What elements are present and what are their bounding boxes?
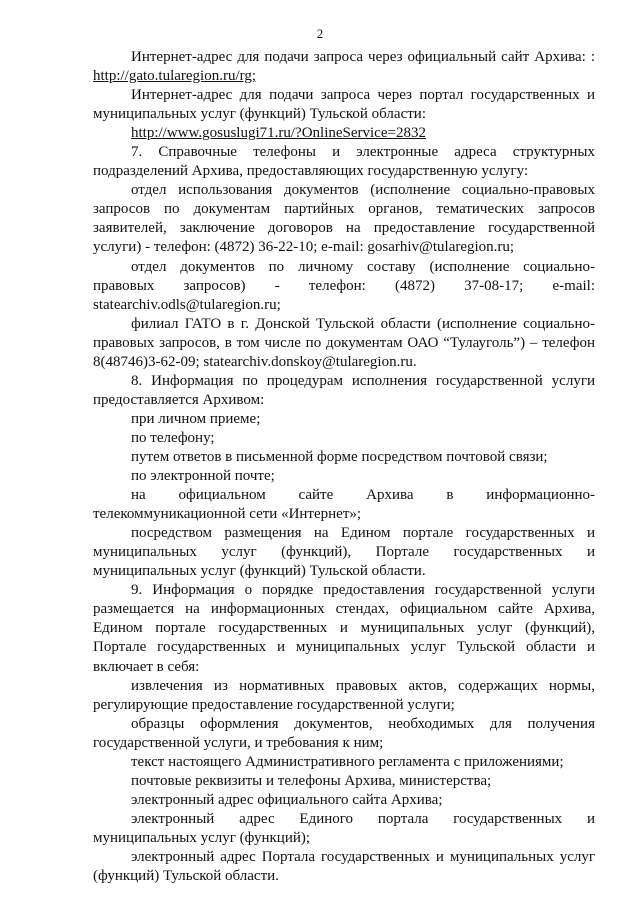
list-item-by-email: по электронной почте; — [131, 468, 275, 485]
paragraph-personnel-documents-department: отдел документов по личному составу (исполнение социально-правовых запросов) - телефон: (4872) 37-08-17; e-mail: statearchiv.odls@tularegion.ru; — [93, 258, 595, 313]
list-item-by-mail: путем ответов в письменной форме посредством почтовой связи; — [131, 448, 548, 465]
list-item-postal-details: почтовые реквизиты и телефоны Архива, министерства; — [131, 772, 492, 789]
list-item-archive-site-address: электронный адрес официального сайта Архива; — [131, 791, 443, 808]
link-gato-site[interactable]: http://gato.tularegion.ru/rg; — [93, 68, 257, 85]
list-item-portals: посредством размещения на Едином портале государственных и муниципальных услуг (функций), Портале государственных и муниципальных услуг (функций) Тульской области. — [93, 525, 595, 580]
list-item-regional-portal-address: электронный адрес Портала государственных и муниципальных услуг (функций) Тульской области. — [93, 848, 595, 885]
list-item-official-website: на официальном сайте Архива в информационно-телекоммуникационной сети «Интернет»; — [93, 487, 595, 523]
list-item-document-samples: образцы оформления документов, необходимых для получения государственной услуги, и требования к ним; — [93, 715, 595, 751]
paragraph-official-site-address: Интернет-адрес для подачи запроса через официальный сайт Архива: : — [131, 49, 595, 65]
paragraph-donskoy-branch: филиал ГАТО в г. Донской Тульской области (исполнение социально-правовых запросов, в том числе по документам ОАО “Тулауголь”) – телефон 8(48746)3-62-09; statearchiv.donskoy@tularegion.ru. — [93, 315, 595, 370]
paragraph-portal-address: Интернет-адрес для подачи запроса через портал государственных и муниципальных услуг (функций) Тульской области: — [93, 87, 595, 123]
paragraph-section-7: 7. Справочные телефоны и электронные адреса структурных подразделений Архива, предоставляющих государственную услугу: — [93, 144, 595, 180]
document-body — [93, 48, 595, 886]
paragraph-section-8: 8. Информация по процедурам исполнения государственной услуги предоставляется Архивом: — [93, 372, 595, 408]
list-item-unified-portal-address: электронный адрес Единого портала государственных и муниципальных услуг (функций); — [93, 810, 595, 846]
list-item-regulations-extracts: извлечения из нормативных правовых актов, содержащих нормы, регулирующие предоставление государственной услуги; — [93, 677, 595, 713]
link-gosuslugi71[interactable]: http://www.gosuslugi71.ru/?OnlineService=2832 — [131, 125, 426, 142]
list-item-by-phone: по телефону; — [131, 429, 215, 446]
list-item-in-person: при личном приеме; — [131, 410, 261, 427]
paragraph-section-9: 9. Информация о порядке предоставления государственной услуги размещается на информационных стендах, официальном сайте Архива, Едином портале государственных и муниципальных услуг (функций), Портале государственных и муниципальных услуг Тульской области и включает в себя: — [93, 582, 595, 675]
paragraph-document-use-department: отдел использования документов (исполнение социально-правовых запросов по документам партийных органов, тематических запросов заявителей, заключение договоров на предоставление государственной услуги) - телефон: (4872) 36-22-10; e-mail: gosarhiv@tularegion.ru; — [93, 182, 595, 256]
page-number: 2 — [316, 26, 324, 41]
list-item-regulation-text: текст настоящего Административного регламента с приложениями; — [131, 753, 564, 770]
